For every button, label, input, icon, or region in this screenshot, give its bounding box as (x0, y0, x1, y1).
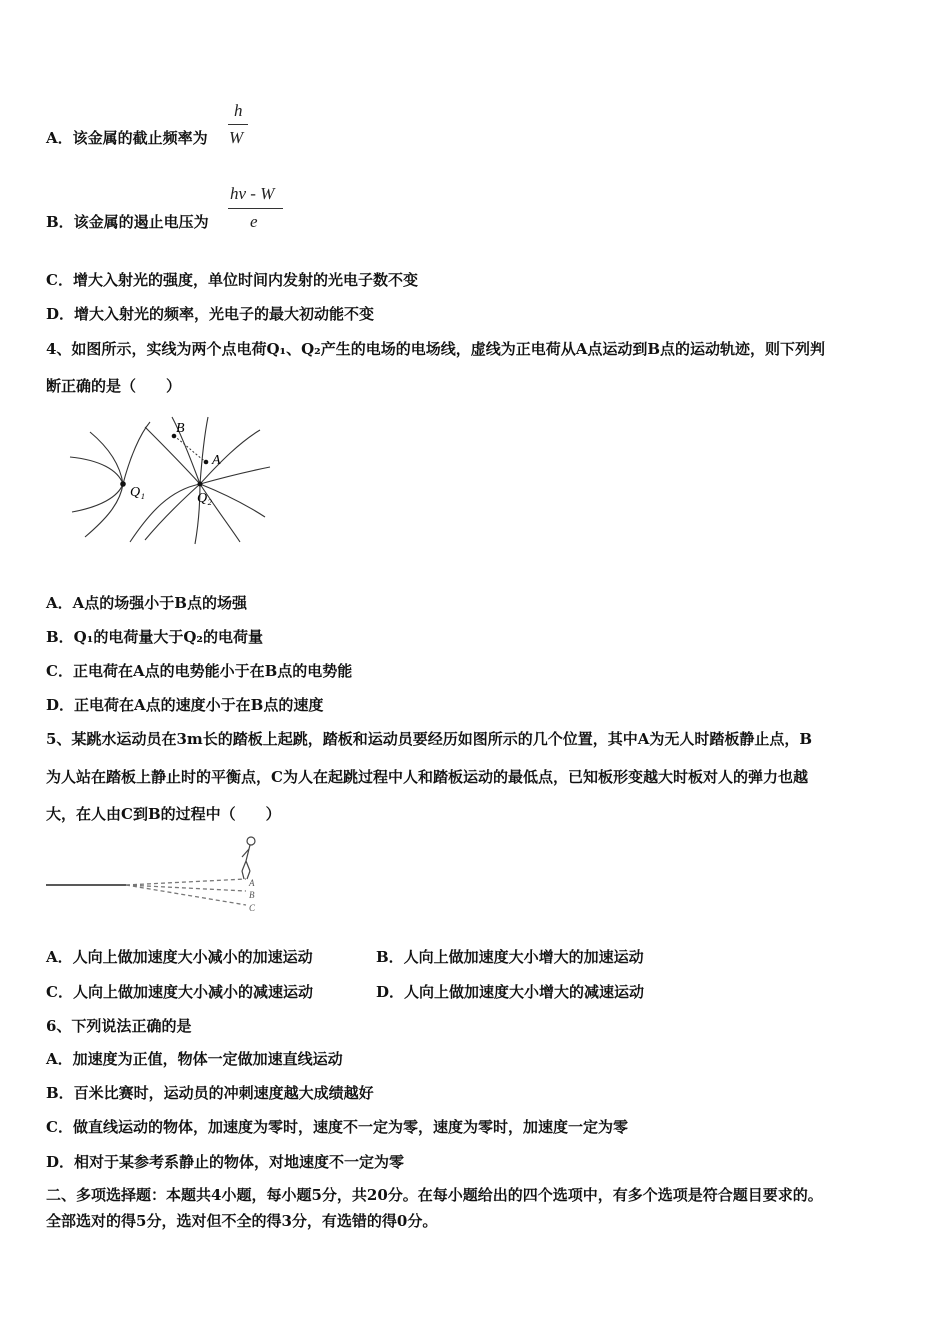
q6-option-c: C．做直线运动的物体，加速度为零时，速度不一定为零，速度为零时，加速度一定为零 (46, 1118, 628, 1136)
q3-option-b-fraction-bar (228, 208, 283, 209)
q3-option-a-denominator: W (229, 128, 244, 147)
board-position-b (126, 885, 246, 891)
q5-option-c: C．人向上做加速度大小减小的减速运动 (46, 983, 313, 1001)
q5-option-d: D．人向上做加速度大小增大的减速运动 (376, 983, 645, 1001)
charge-q1-dot (120, 481, 126, 487)
q5-stem-line3: 大，在人由C到B的过程中（ ） (46, 805, 281, 823)
q6-option-d: D．相对于某参考系静止的物体，对地速度不一定为零 (46, 1153, 405, 1171)
section2-header-line2: 全部选对的得5分，选对但不全的得3分，有选错的得0分。 (46, 1212, 438, 1230)
q2-field-line (200, 467, 270, 484)
q3-option-a-fraction-bar (228, 124, 248, 125)
label-q1: Q₁ (130, 485, 145, 500)
q5-option-a: A．人向上做加速度大小减小的加速运动 (46, 948, 313, 966)
label-b: B (176, 421, 185, 436)
q1-field-line (72, 484, 123, 512)
q3-option-d: D．增大入射光的频率，光电子的最大初动能不变 (46, 305, 375, 323)
q1-field-line (85, 484, 123, 537)
q5-springboard-figure (46, 833, 276, 918)
q5-stem-line2: 为人站在踏板上静止时的平衡点，C为人在起跳过程中人和踏板运动的最低点，已知板形变越大时板对人的弹力也越 (46, 768, 808, 786)
q4-stem-line2: 断正确的是（ ） (46, 377, 182, 395)
q6-option-b: B．百米比赛时，运动员的冲刺速度越大成绩越好 (46, 1084, 374, 1102)
q5-option-b: B．人向上做加速度大小增大的加速运动 (376, 948, 644, 966)
label-c: C (249, 903, 256, 913)
diver-figure (242, 837, 255, 879)
label-a: A (249, 878, 255, 888)
q3-option-b-denominator: e (250, 212, 258, 231)
label-b: B (249, 890, 255, 900)
q4-electric-field-figure (60, 412, 275, 550)
q3-option-b-numerator: hν - W (230, 184, 275, 203)
q4-option-c: C．正电荷在A点的电势能小于在B点的电势能 (46, 662, 353, 680)
q4-option-b: B．Q₁的电荷量大于Q₂的电荷量 (46, 628, 263, 646)
q3-option-c: C．增大入射光的强度，单位时间内发射的光电子数不变 (46, 271, 418, 289)
q5-stem-line1: 5、某跳水运动员在3m长的踏板上起跳，踏板和运动员要经历如图所示的几个位置，其中A为无人时踏板静止点，B (46, 730, 813, 748)
label-q2: Q₂ (197, 491, 212, 506)
q3-option-b: B．该金属的遏止电压为 (46, 213, 209, 231)
q1-field-line (123, 422, 150, 484)
label-a: A (212, 453, 221, 468)
board-position-a (126, 879, 246, 885)
q4-stem-line1: 4、如图所示，实线为两个点电荷Q₁、Q₂产生的电场的电场线，虚线为正电荷从A点运动到B点的运动轨迹，则下列判 (46, 340, 826, 358)
section2-header-line1: 二、多项选择题：本题共4小题，每小题5分，共20分。在每小题给出的四个选项中，有多个选项是符合题目要求的。 (46, 1186, 823, 1204)
charge-q2-dot (198, 482, 203, 487)
point-a-dot (204, 460, 209, 465)
q4-option-a: A．A点的场强小于B点的场强 (46, 594, 247, 612)
q3-option-a: A．该金属的截止频率为 (46, 129, 208, 147)
q6-stem: 6、下列说法正确的是 (46, 1017, 192, 1035)
board-position-c (126, 885, 246, 905)
q4-option-d: D．正电荷在A点的速度小于在B点的速度 (46, 696, 324, 714)
q2-field-line (200, 417, 208, 484)
q6-option-a: A．加速度为正值，物体一定做加速直线运动 (46, 1050, 343, 1068)
q3-option-a-numerator: h (234, 101, 243, 120)
